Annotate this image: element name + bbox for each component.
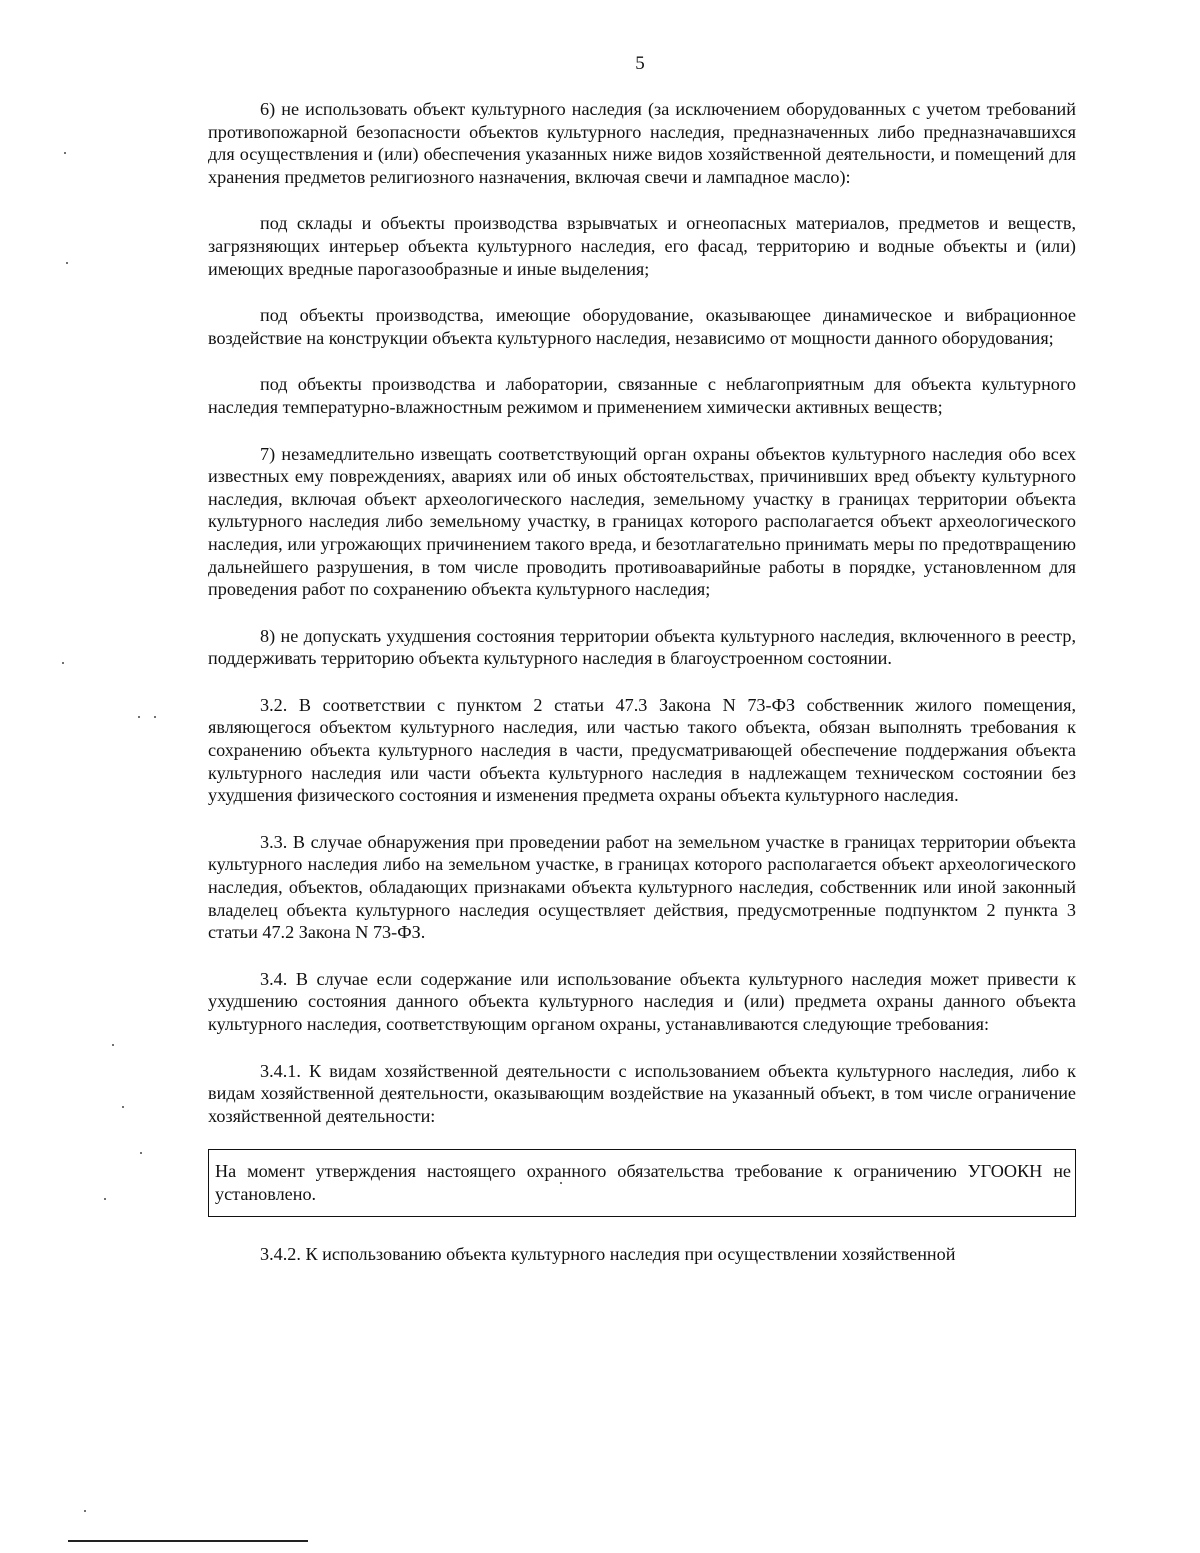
paragraph-vibration: под объекты производства, имеющие оборудование, оказывающее динамическое и вибрационное воздействие на конструкции объекта культурного наследия, независимо от мощности данного оборудования; [208,305,1076,348]
scan-speck [560,1182,562,1184]
paragraph-3-2: 3.2. В соответствии с пунктом 2 статьи 47.3 Закона N 73-ФЗ собственник жилого помещения, являющегося объектом культурного наследия, или частью такого объекта, обязан выполнять требования к сохранению объекта культурного наследия в части, предусматривающей обеспечение поддержания объекта культурного наследия или части объекта культурного наследия в надлежащем техническом состоянии без ухудшения физического состояния и изменения предмета охраны объекта культурного наследия. [208,694,1076,806]
footnote-rule [68,1540,308,1542]
paragraph-item-6: 6) не использовать объект культурного наследия (за исключением оборудованных с учетом требований противопожарной безопасности объектов культурного наследия, предназначенных либо предназначавшихся для осуществления и (или) обеспечения указанных ниже видов хозяйственной деятельности, и помещений для хранения предметов религиозного назначения, включая свечи и лампадное масло): [208,99,1076,187]
scan-speck [64,152,66,154]
scan-speck [140,1152,142,1154]
document-body [208,98,1076,1289]
scan-speck [154,716,156,718]
scan-speck [104,1198,106,1200]
scan-speck [66,262,68,264]
boxed-note-text: На момент утверждения настоящего охранного обязательства требование к ограничению УГООКН не установлено. [215,1161,1071,1204]
scan-speck [62,662,64,664]
paragraph-warehouses: под склады и объекты производства взрывчатых и огнеопасных материалов, предметов и веществ, загрязняющих интерьер объекта культурного наследия, его фасад, территорию и водные объекты и (или) имеющих вредные парогазообразные и иные выделения; [208,213,1076,279]
paragraph-3-4-2: 3.4.2. К использованию объекта культурного наследия при осуществлении хозяйственной [260,1243,956,1264]
scan-speck [122,1106,124,1108]
page-number: 5 [635,53,645,74]
paragraph-laboratories: под объекты производства и лаборатории, связанные с неблагоприятным для объекта культурного наследия температурно-влажностным режимом и применением химически активных веществ; [208,374,1076,417]
paragraph-item-7: 7) незамедлительно извещать соответствующий орган охраны объектов культурного наследия обо всех известных ему повреждениях, авариях или об иных обстоятельствах, причинивших вред объекту культурного наследия, включая объект археологического наследия, земельному участку в границах территории объекта культурного наследия либо земельному участку, в границах которого располагается объект археологического наследия, или угрожающих причинением такого вреда, и безотлагательно принимать меры по предотвращению дальнейшего разрушения, в том числе проводить противоаварийные работы в порядке, установленном для проведения работ по сохранению объекта культурного наследия; [208,443,1076,600]
scan-speck [138,716,140,718]
scan-speck [112,1044,114,1046]
paragraph-3-4-1: 3.4.1. К видам хозяйственной деятельности с использованием объекта культурного наследия, либо к видам хозяйственной деятельности, оказывающим воздействие на указанный объект, в том числе ограничение хозяйственной деятельности: [208,1060,1076,1126]
paragraph-3-4: 3.4. В случае если содержание или использование объекта культурного наследия может привести к ухудшению состояния данного объекта культурного наследия и (или) предмета охраны данного объекта культурного наследия, соответствующим органом охраны, устанавливаются следующие требования: [208,968,1076,1034]
boxed-note [208,1149,1076,1216]
scan-speck [84,1510,86,1512]
paragraph-3-3: 3.3. В случае обнаружения при проведении работ на земельном участке в границах территории объекта культурного наследия либо на земельном участке, в границах которого располагается объект археологического наследия, объектов, обладающих признаками объекта культурного наследия, собственник или иной законный владелец объекта культурного наследия осуществляет действия, предусмотренные подпунктом 2 пункта 3 статьи 47.2 Закона N 73-ФЗ. [208,831,1076,943]
paragraph-item-8: 8) не допускать ухудшения состояния территории объекта культурного наследия, включенного в реестр, поддерживать территорию объекта культурного наследия в благоустроенном состоянии. [208,625,1076,669]
